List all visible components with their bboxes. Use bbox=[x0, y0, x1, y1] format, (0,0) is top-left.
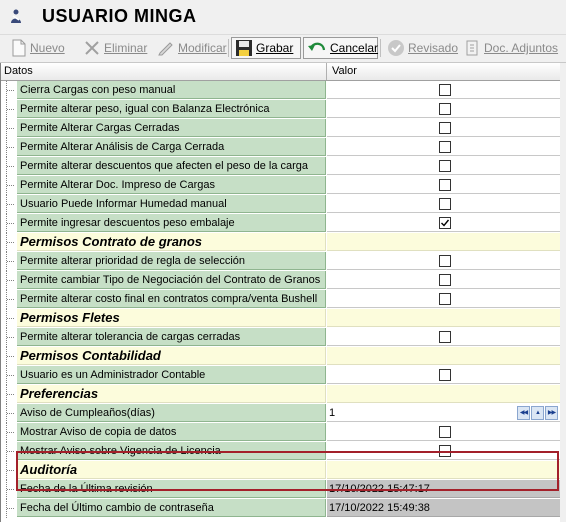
property-label: Permite alterar tolerancia de cargas cerradas bbox=[17, 328, 326, 346]
cancel-button[interactable] bbox=[303, 37, 378, 59]
property-value-cell[interactable] bbox=[327, 157, 561, 175]
property-checkbox[interactable] bbox=[439, 217, 451, 229]
category-label: Auditoría bbox=[17, 461, 326, 479]
property-label: Permite Alterar Análisis de Carga Cerrada bbox=[17, 138, 326, 156]
delete-button-label: Eliminar bbox=[104, 41, 148, 55]
checkmark-icon bbox=[441, 219, 449, 227]
property-label: Fecha de la Última revisión bbox=[17, 480, 326, 498]
spin-buttons bbox=[517, 406, 558, 420]
property-row[interactable] bbox=[1, 252, 561, 271]
new-button[interactable] bbox=[8, 37, 68, 59]
tree-guide-line bbox=[6, 499, 17, 518]
property-value-cell bbox=[327, 499, 561, 517]
readonly-value: 17/10/2022 15:47:17 bbox=[329, 483, 430, 495]
property-row[interactable] bbox=[1, 328, 561, 347]
property-checkbox[interactable] bbox=[439, 179, 451, 191]
tree-guide-line bbox=[6, 138, 17, 157]
category-row bbox=[1, 233, 561, 252]
window-title: USUARIO MINGA bbox=[42, 6, 197, 26]
property-row[interactable] bbox=[1, 366, 561, 385]
property-value-cell[interactable] bbox=[327, 100, 561, 118]
grid-header bbox=[1, 63, 561, 81]
category-row bbox=[1, 461, 561, 480]
property-row[interactable] bbox=[1, 499, 561, 518]
spin-value-input[interactable]: 1 bbox=[329, 407, 336, 419]
tree-guide-line bbox=[6, 271, 17, 290]
property-value-cell bbox=[327, 233, 561, 251]
toolbar-separator bbox=[380, 39, 381, 57]
reviewed-button[interactable] bbox=[384, 37, 461, 59]
property-value-cell bbox=[327, 385, 561, 403]
save-disk-icon bbox=[235, 39, 253, 57]
property-value-cell bbox=[327, 309, 561, 327]
property-checkbox[interactable] bbox=[439, 274, 451, 286]
category-label: Preferencias bbox=[17, 385, 326, 403]
tree-guide-line bbox=[6, 423, 17, 442]
new-button-label: Nuevo bbox=[30, 41, 65, 55]
property-checkbox[interactable] bbox=[439, 103, 451, 115]
property-checkbox[interactable] bbox=[439, 426, 451, 438]
category-row bbox=[1, 385, 561, 404]
tree-guide-line bbox=[6, 480, 17, 499]
column-divider[interactable] bbox=[326, 63, 327, 80]
property-label: Permite alterar prioridad de regla de selección bbox=[17, 252, 326, 270]
tree-guide-line bbox=[6, 347, 17, 366]
property-row[interactable] bbox=[1, 157, 561, 176]
property-checkbox[interactable] bbox=[439, 122, 451, 134]
property-checkbox[interactable] bbox=[439, 331, 451, 343]
property-label: Permite Alterar Cargas Cerradas bbox=[17, 119, 326, 137]
up-down-icon[interactable]: ▲ bbox=[531, 406, 544, 420]
property-label: Permite Alterar Doc. Impreso de Cargas bbox=[17, 176, 326, 194]
modify-button-label: Modificar bbox=[178, 41, 227, 55]
tree-guide-line bbox=[6, 385, 17, 404]
property-label: Mostrar Aviso de copia de datos bbox=[17, 423, 326, 441]
property-row[interactable] bbox=[1, 138, 561, 157]
property-value-cell[interactable] bbox=[327, 328, 561, 346]
reviewed-button-label: Revisado bbox=[408, 41, 459, 55]
property-label: Cierra Cargas con peso manual bbox=[17, 81, 326, 99]
tree-guide-line bbox=[6, 157, 17, 176]
tree-guide-line bbox=[6, 461, 17, 480]
readonly-value: 17/10/2022 15:49:38 bbox=[329, 502, 430, 514]
property-label: Permite alterar descuentos que afecten el peso de la carga bbox=[17, 157, 326, 175]
property-value-cell[interactable] bbox=[327, 195, 561, 213]
tree-guide-line bbox=[6, 404, 17, 423]
property-checkbox[interactable] bbox=[439, 84, 451, 96]
property-value-cell[interactable] bbox=[327, 404, 561, 422]
toolbar-separator bbox=[228, 39, 229, 57]
property-value-cell[interactable] bbox=[327, 423, 561, 441]
property-label: Permite alterar costo final en contratos compra/venta Bushell bbox=[17, 290, 326, 308]
property-row[interactable] bbox=[1, 119, 561, 138]
modify-button[interactable] bbox=[154, 37, 230, 59]
property-row[interactable] bbox=[1, 442, 561, 461]
property-value-cell[interactable] bbox=[327, 119, 561, 137]
undo-arrow-icon bbox=[307, 40, 327, 56]
tree-guide-line bbox=[6, 100, 17, 119]
category-label: Permisos Fletes bbox=[17, 309, 326, 327]
tree-guide-line bbox=[6, 119, 17, 138]
delete-x-icon bbox=[83, 40, 101, 56]
app-logo-icon bbox=[8, 8, 24, 24]
category-label: Permisos Contabilidad bbox=[17, 347, 326, 365]
tree-guide-line bbox=[6, 309, 17, 328]
tree-guide-line bbox=[6, 195, 17, 214]
property-value-cell[interactable] bbox=[327, 366, 561, 384]
property-label: Permite alterar peso, igual con Balanza Electrónica bbox=[17, 100, 326, 118]
tree-guide-line bbox=[6, 81, 17, 100]
new-document-icon bbox=[11, 39, 27, 57]
property-row[interactable] bbox=[1, 404, 561, 423]
tree-guide-line bbox=[6, 442, 17, 461]
property-label: Usuario Puede Informar Humedad manual bbox=[17, 195, 326, 213]
tree-guide-line bbox=[6, 176, 17, 195]
tree-guide-line bbox=[6, 233, 17, 252]
property-label: Fecha del Último cambio de contraseña bbox=[17, 499, 326, 517]
property-row[interactable] bbox=[1, 195, 561, 214]
property-row[interactable] bbox=[1, 480, 561, 499]
save-button[interactable] bbox=[231, 37, 301, 59]
property-label: Aviso de Cumpleaños(días) bbox=[17, 404, 326, 422]
property-grid bbox=[0, 63, 561, 522]
property-checkbox[interactable] bbox=[439, 445, 451, 457]
decrement-fast-icon[interactable]: ◀◀ bbox=[517, 406, 530, 420]
title-bar bbox=[0, 0, 566, 34]
grid-rows bbox=[1, 81, 561, 518]
property-row[interactable] bbox=[1, 81, 561, 100]
property-value-cell bbox=[327, 347, 561, 365]
property-value-cell[interactable] bbox=[327, 252, 561, 270]
property-row[interactable] bbox=[1, 100, 561, 119]
tree-guide-line bbox=[6, 366, 17, 385]
property-checkbox[interactable] bbox=[439, 198, 451, 210]
property-row[interactable] bbox=[1, 423, 561, 442]
property-row[interactable] bbox=[1, 214, 561, 233]
property-value-cell[interactable] bbox=[327, 81, 561, 99]
column-header-valor[interactable]: Valor bbox=[332, 65, 357, 77]
property-value-cell bbox=[327, 461, 561, 479]
property-label: Permite ingresar descuentos peso embalaje bbox=[17, 214, 326, 232]
property-value-cell[interactable] bbox=[327, 290, 561, 308]
property-checkbox[interactable] bbox=[439, 255, 451, 267]
property-checkbox[interactable] bbox=[439, 369, 451, 381]
property-value-cell[interactable] bbox=[327, 138, 561, 156]
property-label: Mostrar Aviso sobre Vigencia de Licencia bbox=[17, 442, 326, 460]
cancel-button-label: Cancelar bbox=[330, 41, 379, 55]
category-row bbox=[1, 309, 561, 328]
edit-pencil-icon bbox=[157, 40, 175, 56]
property-checkbox[interactable] bbox=[439, 141, 451, 153]
property-value-cell[interactable] bbox=[327, 214, 561, 232]
property-value-cell[interactable] bbox=[327, 442, 561, 460]
category-row bbox=[1, 347, 561, 366]
save-button-label: Grabar bbox=[256, 41, 294, 55]
attachments-button[interactable] bbox=[462, 37, 561, 59]
tree-guide-line bbox=[6, 214, 17, 233]
tree-guide-line bbox=[6, 290, 17, 309]
toolbar bbox=[0, 34, 566, 63]
column-header-datos[interactable]: Datos bbox=[4, 65, 33, 77]
increment-fast-icon[interactable]: ▶▶ bbox=[545, 406, 558, 420]
property-checkbox[interactable] bbox=[439, 160, 451, 172]
check-circle-icon bbox=[387, 39, 405, 57]
tree-guide-line bbox=[6, 328, 17, 347]
property-checkbox[interactable] bbox=[439, 293, 451, 305]
property-value-cell bbox=[327, 480, 561, 498]
attachments-button-label: Doc. Adjuntos bbox=[484, 41, 559, 55]
property-value-cell[interactable] bbox=[327, 176, 561, 194]
grid-right-edge bbox=[560, 63, 566, 522]
property-row[interactable] bbox=[1, 176, 561, 195]
property-label: Permite cambiar Tipo de Negociación del Contrato de Granos bbox=[17, 271, 326, 289]
property-label: Usuario es un Administrador Contable bbox=[17, 366, 326, 384]
property-row[interactable] bbox=[1, 271, 561, 290]
property-value-cell[interactable] bbox=[327, 271, 561, 289]
category-label: Permisos Contrato de granos bbox=[17, 233, 326, 251]
attachment-icon bbox=[465, 39, 481, 57]
delete-button[interactable] bbox=[80, 37, 150, 59]
tree-guide-line bbox=[6, 252, 17, 271]
property-row[interactable] bbox=[1, 290, 561, 309]
